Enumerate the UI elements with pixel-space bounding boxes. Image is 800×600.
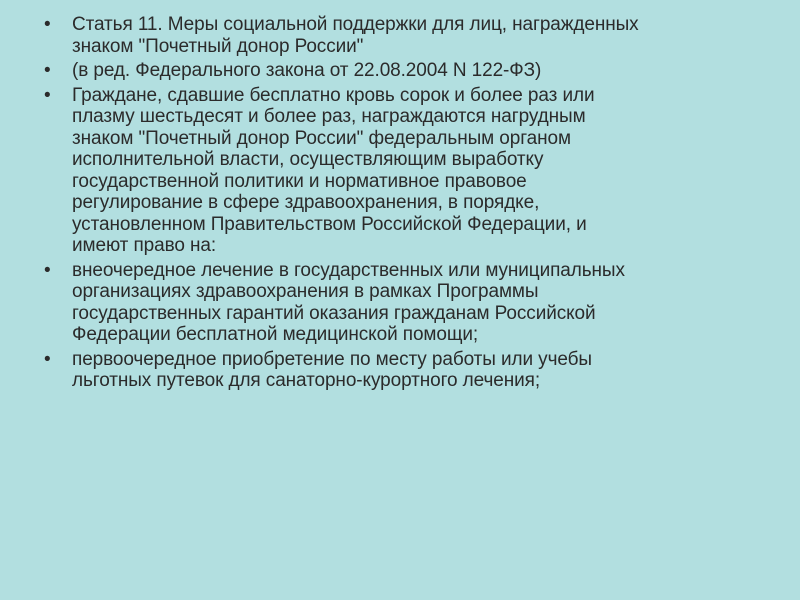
bullet-dot-icon: • bbox=[44, 259, 51, 281]
bullet-list bbox=[42, 14, 760, 392]
bullet-line: Федерации бесплатной медицинской помощи; bbox=[72, 324, 479, 345]
bullet-dot-icon: • bbox=[44, 84, 51, 106]
bullet-line: первоочередное приобретение по месту работы или учебы bbox=[72, 348, 592, 370]
bullet-dot-icon: • bbox=[44, 60, 51, 81]
bullet-line: знаком "Почетный донор России" федеральным органом bbox=[72, 127, 571, 149]
bullet-line: Граждане, сдавшие бесплатно кровь сорок и более раз или bbox=[72, 84, 595, 106]
bullet-item-treatment bbox=[42, 260, 760, 346]
bullet-item-article-title bbox=[42, 14, 760, 57]
bullet-line: государственных гарантий оказания гражданам Российской bbox=[72, 302, 596, 324]
bullet-line: внеочередное лечение в государственных или муниципальных bbox=[72, 259, 625, 281]
bullet-item-amendment bbox=[42, 60, 760, 82]
bullet-line: установленном Правительством Российской Федерации, и bbox=[72, 213, 587, 235]
bullet-line: государственной политики и нормативное правовое bbox=[72, 170, 527, 192]
bullet-line: регулирование в сфере здравоохранения, в порядке, bbox=[72, 192, 540, 213]
bullet-line: Статья 11. Меры социальной поддержки для лиц, награжденных bbox=[72, 14, 639, 35]
bullet-line: исполнительной власти, осуществляющим выработку bbox=[72, 149, 544, 170]
bullet-line: организациях здравоохранения в рамках Программы bbox=[72, 281, 539, 302]
bullet-line: льготных путевок для санаторно-курортного лечения; bbox=[72, 370, 540, 391]
bullet-item-vouchers bbox=[42, 349, 760, 392]
bullet-dot-icon: • bbox=[44, 14, 51, 35]
bullet-line: имеют право на: bbox=[72, 235, 217, 256]
bullet-dot-icon: • bbox=[44, 348, 51, 370]
bullet-item-citizens bbox=[42, 85, 760, 257]
bullet-line: (в ред. Федерального закона от 22.08.2004 N 122-ФЗ) bbox=[72, 60, 542, 81]
bullet-line: плазму шестьдесят и более раз, награждаются нагрудным bbox=[72, 106, 586, 127]
bullet-line: знаком "Почетный донор России" bbox=[72, 35, 364, 57]
